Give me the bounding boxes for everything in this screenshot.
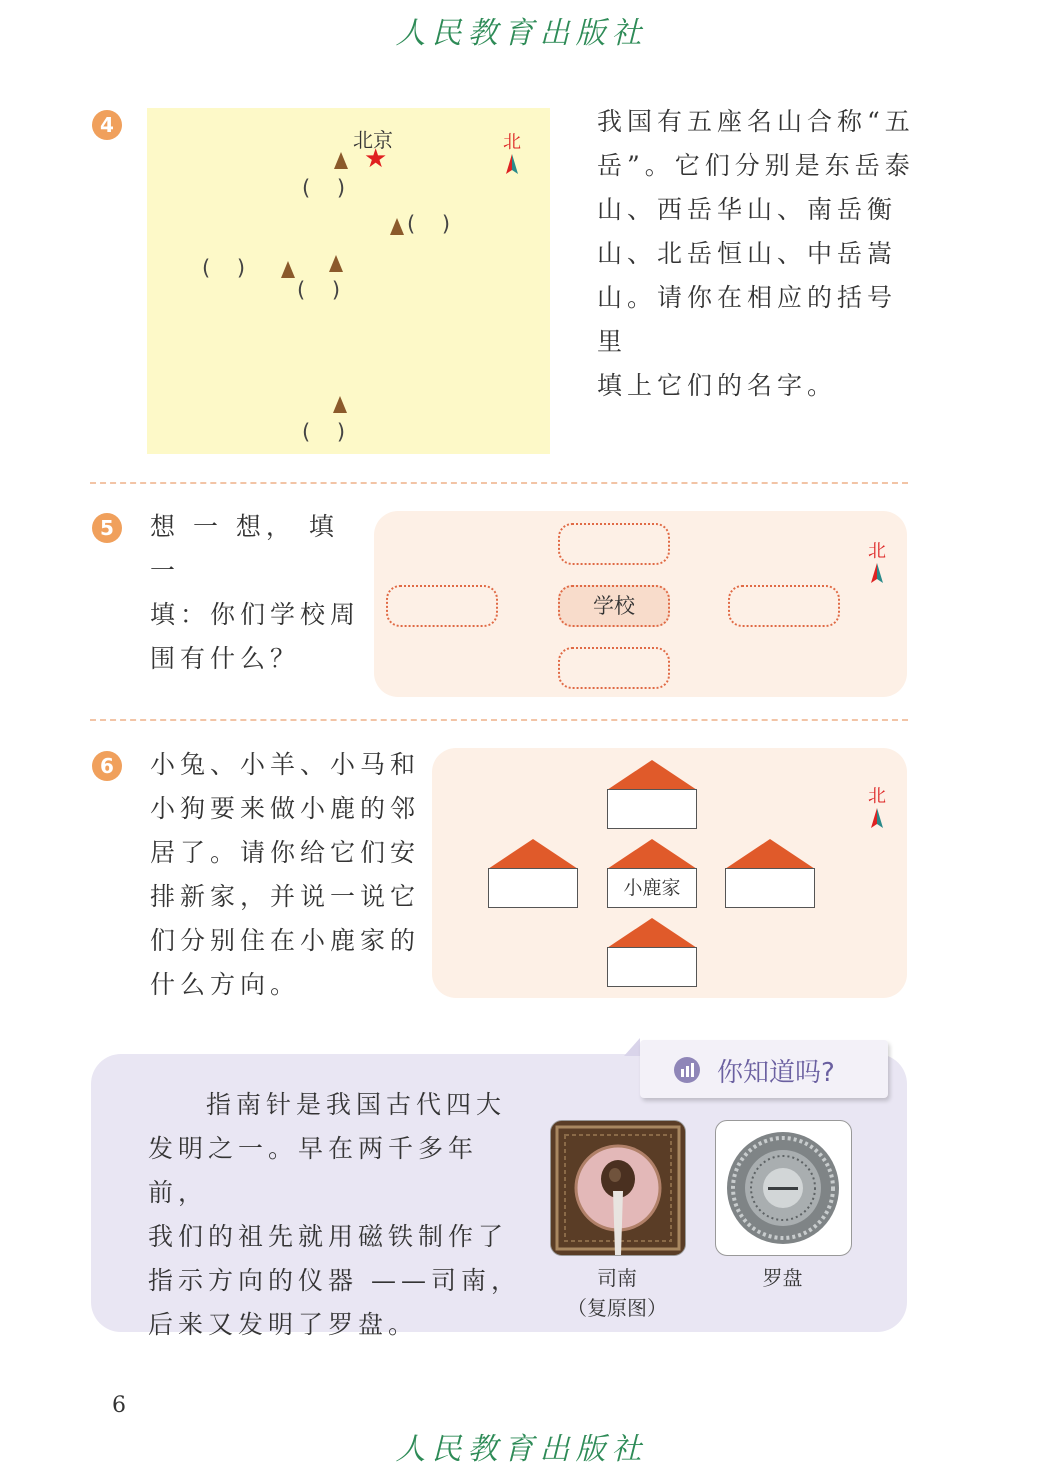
sinan-caption: 司南 <box>597 1266 637 1290</box>
north-arrow-icon <box>869 808 885 828</box>
blank-west[interactable]: ( ) <box>202 256 246 280</box>
house-east[interactable] <box>725 839 815 908</box>
north-label: 北 <box>503 132 521 153</box>
q6-line: 们分别住在小鹿家的 <box>150 926 421 955</box>
question-5-number: 5 <box>92 513 122 543</box>
dyk-line: 后来又发明了罗盘。 <box>148 1310 419 1339</box>
north-indicator <box>862 782 892 832</box>
mountain-center-icon <box>329 255 343 272</box>
q5-line: 填：你们学校周 <box>150 600 361 629</box>
mountain-south-icon <box>333 396 347 413</box>
compass-caption: 罗盘 <box>762 1266 803 1290</box>
house-deer <box>607 839 697 908</box>
mountain-north-icon <box>334 152 348 169</box>
page-number: 6 <box>112 1393 126 1418</box>
sinan-subcaption: （复原图） <box>567 1296 667 1320</box>
question-6-text <box>150 743 425 1007</box>
blank-east[interactable]: ( ) <box>407 212 451 236</box>
q6-line: 排新家，并说一说它 <box>150 882 421 911</box>
divider <box>90 719 908 721</box>
north-indicator <box>497 128 527 178</box>
question-4-number: 4 <box>92 110 122 140</box>
school-west-box[interactable] <box>386 585 498 627</box>
sinan-illustration <box>551 1121 685 1255</box>
house-south[interactable] <box>607 918 697 987</box>
beijing-label: 北京 <box>353 128 393 152</box>
did-you-know-text <box>148 1083 528 1347</box>
compass-illustration <box>716 1121 851 1255</box>
dyk-line: 我们的祖先就用磁铁制作了 <box>148 1222 509 1251</box>
q6-line: 居了。请你给它们安 <box>150 838 421 867</box>
school-north-box[interactable] <box>558 523 670 565</box>
dyk-line: 发明之一。早在两千多年前， <box>148 1134 479 1207</box>
publisher-footer: 人民教育出版社 <box>395 1432 648 1467</box>
q4-line: 岳”。它们分别是东岳泰 <box>597 151 915 180</box>
school-south-box[interactable] <box>558 647 670 689</box>
dyk-line: 指示方向的仪器 ——司南， <box>148 1266 521 1295</box>
divider <box>90 482 908 484</box>
q4-line: 填上它们的名字。 <box>597 371 838 400</box>
north-label: 北 <box>868 541 886 562</box>
blank-center[interactable]: ( ) <box>297 278 341 302</box>
beijing-star-icon: ★ <box>364 144 388 174</box>
deer-neighbors-panel <box>432 748 907 998</box>
blank-north[interactable]: ( ) <box>302 176 346 200</box>
q4-line: 山、北岳恒山、中岳嵩 <box>597 239 898 268</box>
mountain-east-icon <box>390 218 404 235</box>
q6-line: 小狗要来做小鹿的邻 <box>150 794 421 823</box>
q4-line: 山。请你在相应的括号里 <box>597 283 898 356</box>
blank-south[interactable]: ( ) <box>302 420 346 444</box>
q6-line: 什么方向。 <box>150 970 301 999</box>
question-6-number: 6 <box>92 751 122 781</box>
publisher-header: 人民教育出版社 <box>395 16 648 51</box>
mountain-west-icon <box>281 261 295 278</box>
north-indicator <box>862 537 892 587</box>
deer-house-label: 小鹿家 <box>607 868 697 908</box>
did-you-know-title: 你知道吗? <box>717 1058 835 1088</box>
did-you-know-tag <box>640 1040 888 1098</box>
question-5-text <box>150 505 365 681</box>
school-box: 学校 <box>558 585 670 627</box>
q4-line: 我国有五座名山合称“五 <box>597 107 915 136</box>
north-arrow-icon <box>869 563 885 583</box>
house-north[interactable] <box>607 760 697 829</box>
north-label: 北 <box>868 786 886 807</box>
q4-line: 山、西岳华山、南岳衡 <box>597 195 898 224</box>
chart-icon <box>674 1057 700 1083</box>
q5-line: 围有什么？ <box>150 644 301 673</box>
school-east-box[interactable] <box>728 585 840 627</box>
sinan-image <box>550 1120 686 1256</box>
five-mountains-map <box>147 108 550 454</box>
question-4-text <box>597 100 917 408</box>
compass-image <box>715 1120 852 1256</box>
north-arrow-icon <box>504 154 520 174</box>
q5-line: 想 一 想， 填 一 <box>150 512 339 585</box>
school-surroundings-panel <box>374 511 907 697</box>
dyk-line: 指南针是我国古代四大 <box>206 1090 507 1119</box>
q6-line: 小兔、小羊、小马和 <box>150 750 421 779</box>
house-west[interactable] <box>488 839 578 908</box>
